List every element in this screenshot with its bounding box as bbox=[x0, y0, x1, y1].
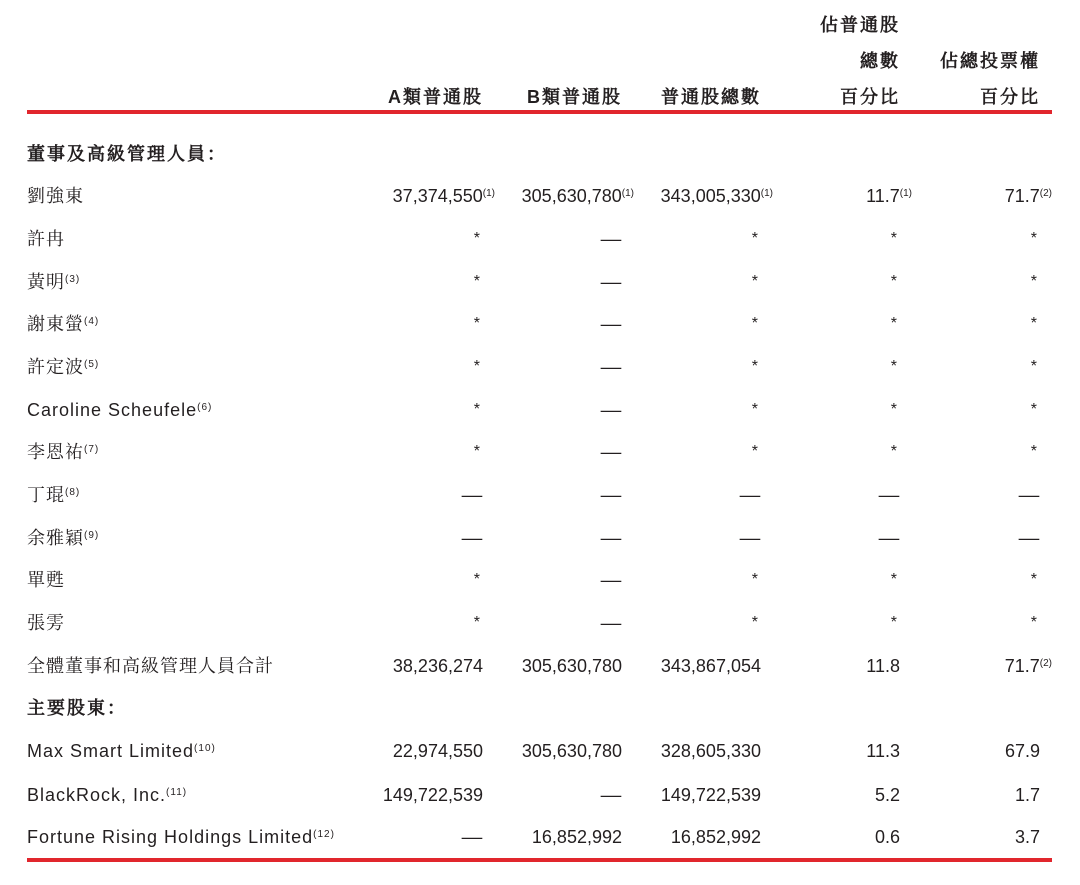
nil-dash: — bbox=[600, 528, 622, 548]
value-text: 149,722,539 bbox=[660, 785, 761, 805]
row-name bbox=[27, 267, 80, 297]
asterisk-mark: * bbox=[890, 443, 897, 460]
asterisk-mark: * bbox=[473, 358, 480, 375]
class-b-shares-cell bbox=[602, 565, 622, 595]
footnote-marker: (5) bbox=[84, 359, 100, 370]
voting-percent-cell bbox=[1020, 480, 1040, 510]
header-col2: B類普通股 bbox=[527, 87, 622, 107]
voting-percent-cell bbox=[1031, 437, 1040, 467]
voting-percent-cell bbox=[1015, 822, 1040, 852]
table-row bbox=[0, 565, 1080, 595]
footnote-marker: (1) bbox=[482, 188, 495, 199]
row-name bbox=[27, 651, 274, 681]
footnote-marker: (1) bbox=[760, 188, 773, 199]
footer-rule bbox=[27, 858, 1052, 862]
row-name bbox=[27, 736, 216, 766]
value-text: 37,374,550 bbox=[392, 186, 483, 206]
nil-dash: — bbox=[461, 485, 483, 505]
class-a-shares-cell bbox=[393, 181, 495, 211]
class-a-shares-cell bbox=[393, 736, 483, 766]
nil-dash: — bbox=[878, 528, 900, 548]
footnote-marker: (2) bbox=[1039, 188, 1052, 199]
asterisk-mark: * bbox=[751, 443, 758, 460]
holder-name: 余雅穎 bbox=[27, 528, 84, 548]
class-b-shares-cell bbox=[602, 267, 622, 297]
holder-name: 許冉 bbox=[27, 229, 65, 249]
value-text: 328,605,330 bbox=[660, 741, 761, 761]
table-row bbox=[0, 608, 1080, 638]
section-heading: 主要股東： bbox=[27, 698, 127, 718]
value-text: 16,852,992 bbox=[531, 827, 622, 847]
footnote-marker: (11) bbox=[166, 787, 188, 798]
total-shares-cell bbox=[752, 565, 761, 595]
value-text: 16,852,992 bbox=[670, 827, 761, 847]
asterisk-mark: * bbox=[1030, 614, 1037, 631]
class-a-shares-cell bbox=[463, 523, 483, 553]
class-a-shares-cell bbox=[474, 309, 483, 339]
asterisk-mark: * bbox=[890, 614, 897, 631]
footnote-marker: (9) bbox=[84, 530, 100, 541]
table-row bbox=[0, 437, 1080, 467]
share-percent-cell bbox=[880, 480, 900, 510]
class-a-shares-cell bbox=[463, 822, 483, 852]
value-text: 11.7 bbox=[866, 186, 900, 206]
asterisk-mark: * bbox=[751, 315, 758, 332]
nil-dash: — bbox=[600, 400, 622, 420]
class-b-shares-cell bbox=[602, 309, 622, 339]
value-text: 149,722,539 bbox=[382, 785, 483, 805]
asterisk-mark: * bbox=[473, 401, 480, 418]
class-b-shares-cell bbox=[522, 736, 622, 766]
table-row bbox=[0, 480, 1080, 510]
footnote-marker: (6) bbox=[197, 402, 213, 413]
footnote-marker: (12) bbox=[313, 829, 335, 840]
nil-dash: — bbox=[600, 272, 622, 292]
class-b-shares-cell bbox=[602, 437, 622, 467]
header-col4-line1: 佔普通股 bbox=[820, 15, 900, 35]
holder-name: 單甦 bbox=[27, 570, 65, 590]
asterisk-mark: * bbox=[473, 571, 480, 588]
class-a-shares-cell bbox=[474, 565, 483, 595]
share-percent-cell bbox=[891, 437, 900, 467]
holder-name: 張雱 bbox=[27, 613, 65, 633]
class-a-shares-cell bbox=[474, 352, 483, 382]
asterisk-mark: * bbox=[751, 614, 758, 631]
class-b-shares-cell bbox=[602, 395, 622, 425]
voting-percent-cell bbox=[1031, 608, 1040, 638]
class-a-shares-cell bbox=[474, 224, 483, 254]
share-percent-cell bbox=[891, 565, 900, 595]
share-percent-cell bbox=[866, 181, 912, 211]
class-b-shares-cell bbox=[532, 822, 622, 852]
table-row bbox=[0, 267, 1080, 297]
voting-percent-cell bbox=[1031, 352, 1040, 382]
asterisk-mark: * bbox=[473, 230, 480, 247]
table-row bbox=[0, 523, 1080, 553]
row-name bbox=[27, 181, 84, 211]
table-row bbox=[0, 822, 1080, 852]
nil-dash: — bbox=[600, 485, 622, 505]
class-b-shares-cell bbox=[602, 224, 622, 254]
asterisk-mark: * bbox=[751, 273, 758, 290]
share-percent-cell bbox=[891, 395, 900, 425]
nil-dash: — bbox=[600, 570, 622, 590]
header-col4-line3: 百分比 bbox=[840, 87, 900, 107]
asterisk-mark: * bbox=[890, 401, 897, 418]
total-shares-cell bbox=[741, 480, 761, 510]
class-a-shares-cell bbox=[474, 608, 483, 638]
class-a-shares-cell bbox=[474, 437, 483, 467]
value-text: 305,630,780 bbox=[521, 741, 622, 761]
share-percent-cell bbox=[866, 651, 900, 681]
nil-dash: — bbox=[600, 785, 622, 805]
total-shares-cell bbox=[752, 395, 761, 425]
voting-percent-cell bbox=[1005, 736, 1040, 766]
asterisk-mark: * bbox=[1030, 273, 1037, 290]
section-major-shareholders bbox=[0, 693, 1080, 723]
footnote-marker: (7) bbox=[84, 444, 100, 455]
value-text: 343,005,330 bbox=[660, 186, 761, 206]
asterisk-mark: * bbox=[1030, 401, 1037, 418]
share-percent-cell bbox=[891, 608, 900, 638]
asterisk-mark: * bbox=[890, 273, 897, 290]
voting-percent-cell bbox=[1031, 565, 1040, 595]
class-b-shares-cell bbox=[602, 780, 622, 810]
class-a-shares-cell bbox=[383, 780, 483, 810]
asterisk-mark: * bbox=[473, 315, 480, 332]
asterisk-mark: * bbox=[473, 443, 480, 460]
class-b-shares-cell bbox=[602, 608, 622, 638]
total-shares-cell bbox=[661, 780, 761, 810]
class-b-shares-cell bbox=[602, 352, 622, 382]
asterisk-mark: * bbox=[1030, 230, 1037, 247]
footnote-marker: (2) bbox=[1039, 658, 1052, 669]
voting-percent-cell bbox=[1031, 224, 1040, 254]
share-percent-cell bbox=[875, 780, 900, 810]
share-percent-cell bbox=[891, 224, 900, 254]
total-shares-cell bbox=[752, 352, 761, 382]
asterisk-mark: * bbox=[1030, 315, 1037, 332]
footnote-marker: (1) bbox=[899, 188, 912, 199]
asterisk-mark: * bbox=[890, 358, 897, 375]
share-percent-cell bbox=[891, 309, 900, 339]
asterisk-mark: * bbox=[473, 614, 480, 631]
row-name bbox=[27, 608, 65, 638]
share-percent-cell bbox=[891, 352, 900, 382]
holder-name: 黃明 bbox=[27, 272, 65, 292]
table-row bbox=[0, 651, 1080, 681]
share-percent-cell bbox=[880, 523, 900, 553]
row-name bbox=[27, 437, 99, 467]
total-shares-cell bbox=[752, 437, 761, 467]
section-directors bbox=[0, 139, 1080, 169]
class-b-shares-cell bbox=[602, 523, 622, 553]
total-shares-cell bbox=[752, 309, 761, 339]
class-a-shares-cell bbox=[474, 395, 483, 425]
class-a-shares-cell bbox=[474, 267, 483, 297]
value-text: 343,867,054 bbox=[660, 656, 761, 676]
holder-name: 丁琨 bbox=[27, 485, 65, 505]
asterisk-mark: * bbox=[1030, 571, 1037, 588]
footnote-marker: (10) bbox=[194, 743, 216, 754]
nil-dash: — bbox=[1018, 485, 1040, 505]
row-name bbox=[27, 822, 335, 852]
nil-dash: — bbox=[461, 827, 483, 847]
row-name bbox=[27, 224, 65, 254]
row-name bbox=[27, 309, 99, 339]
value-text: 11.3 bbox=[866, 741, 900, 761]
value-text: 0.6 bbox=[874, 827, 900, 847]
voting-percent-cell bbox=[1031, 267, 1040, 297]
nil-dash: — bbox=[600, 314, 622, 334]
asterisk-mark: * bbox=[1030, 443, 1037, 460]
asterisk-mark: * bbox=[751, 358, 758, 375]
share-percent-cell bbox=[891, 267, 900, 297]
table-row bbox=[0, 181, 1080, 211]
value-text: 305,630,780 bbox=[521, 656, 622, 676]
table-row bbox=[0, 395, 1080, 425]
asterisk-mark: * bbox=[473, 273, 480, 290]
nil-dash: — bbox=[739, 485, 761, 505]
asterisk-mark: * bbox=[1030, 358, 1037, 375]
row-name bbox=[27, 523, 99, 553]
nil-dash: — bbox=[600, 229, 622, 249]
total-shares-cell bbox=[661, 736, 761, 766]
holder-name: Max Smart Limited bbox=[27, 741, 195, 761]
nil-dash: — bbox=[739, 528, 761, 548]
share-percent-cell bbox=[875, 822, 900, 852]
table-row bbox=[0, 780, 1080, 810]
total-shares-cell bbox=[752, 224, 761, 254]
header-col5-line2: 百分比 bbox=[980, 87, 1040, 107]
section-heading: 董事及高級管理人員： bbox=[27, 144, 227, 164]
holder-name: 許定波 bbox=[27, 357, 84, 377]
asterisk-mark: * bbox=[890, 315, 897, 332]
table-row bbox=[0, 736, 1080, 766]
total-shares-cell bbox=[752, 267, 761, 297]
total-shares-cell bbox=[741, 523, 761, 553]
footnote-marker: (3) bbox=[65, 274, 81, 285]
voting-percent-cell bbox=[1031, 395, 1040, 425]
asterisk-mark: * bbox=[751, 571, 758, 588]
header-rule bbox=[27, 110, 1052, 114]
total-shares-cell bbox=[752, 608, 761, 638]
footnote-marker: (1) bbox=[621, 188, 634, 199]
holder-name: Caroline Scheufele bbox=[27, 400, 198, 420]
value-text: 22,974,550 bbox=[392, 741, 483, 761]
asterisk-mark: * bbox=[751, 230, 758, 247]
header-col5-line1: 佔總投票權 bbox=[940, 51, 1040, 71]
value-text: 3.7 bbox=[1014, 827, 1040, 847]
voting-percent-cell bbox=[1020, 523, 1040, 553]
nil-dash: — bbox=[878, 485, 900, 505]
footnote-marker: (4) bbox=[84, 316, 100, 327]
total-shares-cell bbox=[661, 181, 773, 211]
header-col1: A類普通股 bbox=[388, 87, 483, 107]
holder-name: 全體董事和高級管理人員合計 bbox=[27, 656, 274, 676]
footnote-marker: (8) bbox=[65, 487, 81, 498]
asterisk-mark: * bbox=[890, 230, 897, 247]
value-text: 71.7 bbox=[1004, 656, 1040, 676]
nil-dash: — bbox=[600, 357, 622, 377]
table-row bbox=[0, 309, 1080, 339]
nil-dash: — bbox=[461, 528, 483, 548]
holder-name: 劉強東 bbox=[27, 186, 84, 206]
row-name bbox=[27, 480, 80, 510]
row-name bbox=[27, 395, 212, 425]
row-name bbox=[27, 565, 65, 595]
header-col4-line2: 總數 bbox=[860, 51, 900, 71]
row-name bbox=[27, 352, 99, 382]
holder-name: 李恩祐 bbox=[27, 442, 84, 462]
nil-dash: — bbox=[600, 442, 622, 462]
class-a-shares-cell bbox=[463, 480, 483, 510]
class-a-shares-cell bbox=[393, 651, 483, 681]
value-text: 38,236,274 bbox=[392, 656, 483, 676]
value-text: 67.9 bbox=[1004, 741, 1040, 761]
voting-percent-cell bbox=[1031, 309, 1040, 339]
header-col3: 普通股總數 bbox=[661, 87, 761, 107]
asterisk-mark: * bbox=[890, 571, 897, 588]
holder-name: 謝東螢 bbox=[27, 314, 84, 334]
table-row bbox=[0, 352, 1080, 382]
value-text: 11.8 bbox=[866, 656, 900, 676]
voting-percent-cell bbox=[1005, 651, 1052, 681]
holder-name: Fortune Rising Holdings Limited bbox=[27, 827, 314, 847]
value-text: 305,630,780 bbox=[521, 186, 622, 206]
share-percent-cell bbox=[866, 736, 900, 766]
value-text: 1.7 bbox=[1014, 785, 1040, 805]
class-b-shares-cell bbox=[522, 651, 622, 681]
voting-percent-cell bbox=[1015, 780, 1040, 810]
class-b-shares-cell bbox=[522, 181, 634, 211]
voting-percent-cell bbox=[1005, 181, 1052, 211]
table-row bbox=[0, 224, 1080, 254]
row-name bbox=[27, 780, 187, 810]
asterisk-mark: * bbox=[751, 401, 758, 418]
total-shares-cell bbox=[661, 651, 761, 681]
holder-name: BlackRock, Inc. bbox=[27, 785, 167, 805]
nil-dash: — bbox=[600, 613, 622, 633]
value-text: 71.7 bbox=[1004, 186, 1040, 206]
class-b-shares-cell bbox=[602, 480, 622, 510]
value-text: 5.2 bbox=[874, 785, 900, 805]
nil-dash: — bbox=[1018, 528, 1040, 548]
total-shares-cell bbox=[671, 822, 761, 852]
